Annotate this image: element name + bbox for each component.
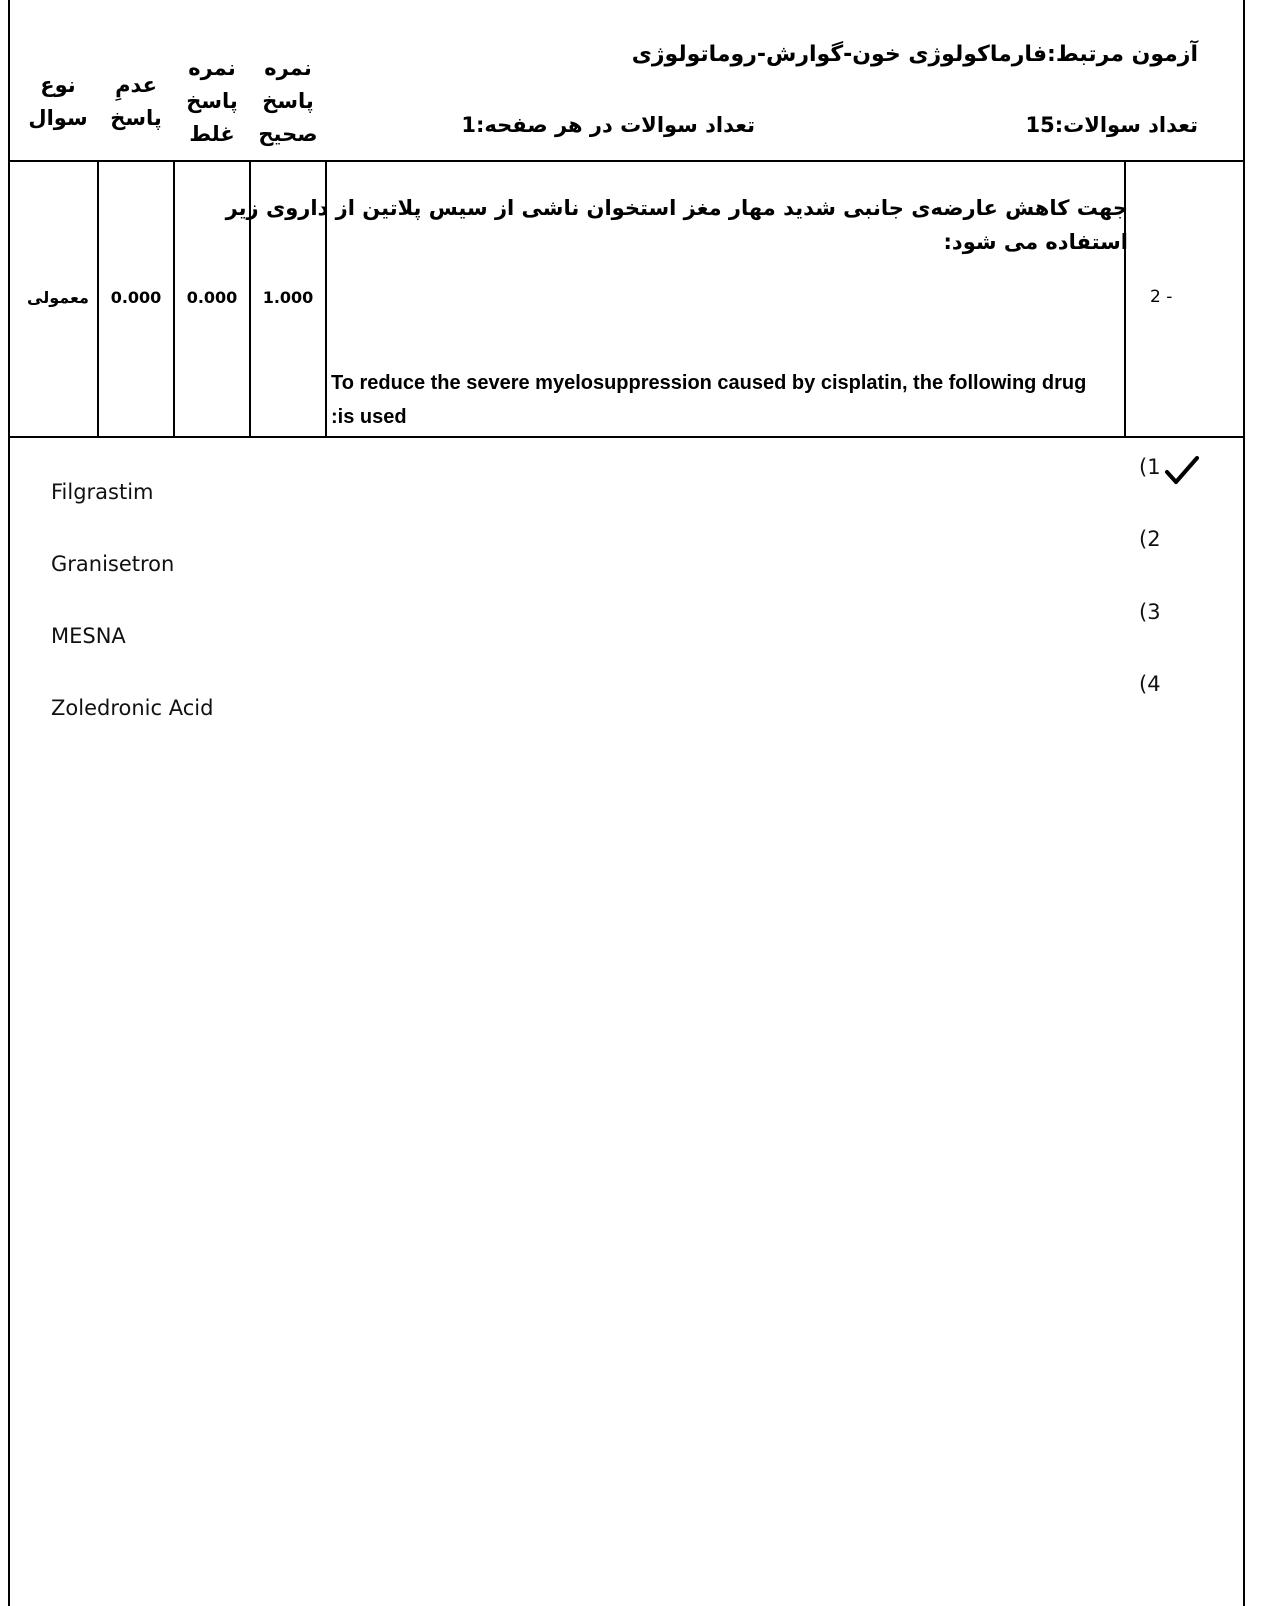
option-text: Granisetron	[51, 552, 175, 576]
header-divider	[8, 160, 1245, 162]
correct-score-value: 1.000	[262, 288, 314, 307]
questions-count: تعداد سوالات:15	[1025, 113, 1198, 137]
question-text-fa-line2: استفاده می شود:	[943, 230, 1128, 254]
option-label: (1	[1139, 455, 1161, 479]
question-divider	[8, 436, 1245, 438]
exam-title: آزمون مرتبط:فارماکولوژی خون-گوارش-روماتولوژی	[631, 42, 1198, 67]
option-text: MESNA	[51, 624, 126, 648]
wrong-score-header: نمره پاسخ غلط	[186, 56, 238, 146]
wrong-score-value: 0.000	[186, 288, 238, 307]
option-text: Zoledronic Acid	[51, 696, 214, 720]
no-answer-score-value: 0.000	[110, 288, 162, 307]
question-text-en-line1: To reduce the severe myelosuppression caused by cisplatin, the following drug	[331, 372, 1087, 394]
option-text: Filgrastim	[51, 480, 154, 504]
question-text-en-line2: :is used	[331, 406, 407, 428]
questions-per-page: تعداد سوالات در هر صفحه:1	[461, 113, 755, 137]
option-label: (3	[1139, 600, 1161, 624]
no-answer-header: عدمِ پاسخ	[110, 73, 162, 130]
question-type-value: معمولی	[27, 288, 89, 307]
question-number: 2 -	[1150, 287, 1173, 307]
checkmark-icon	[1164, 454, 1204, 488]
correct-score-header: نمره پاسخ صحیح	[258, 56, 318, 146]
question-type-header: نوع سوال	[28, 73, 88, 130]
option-label: (4	[1139, 672, 1161, 696]
option-label: (2	[1139, 527, 1161, 551]
question-text-fa-line1: جهت کاهش عارضه‌ی جانبی شدید مهار مغز استخوان ناشی از سیس پلاتین از داروی زیر	[225, 196, 1128, 220]
